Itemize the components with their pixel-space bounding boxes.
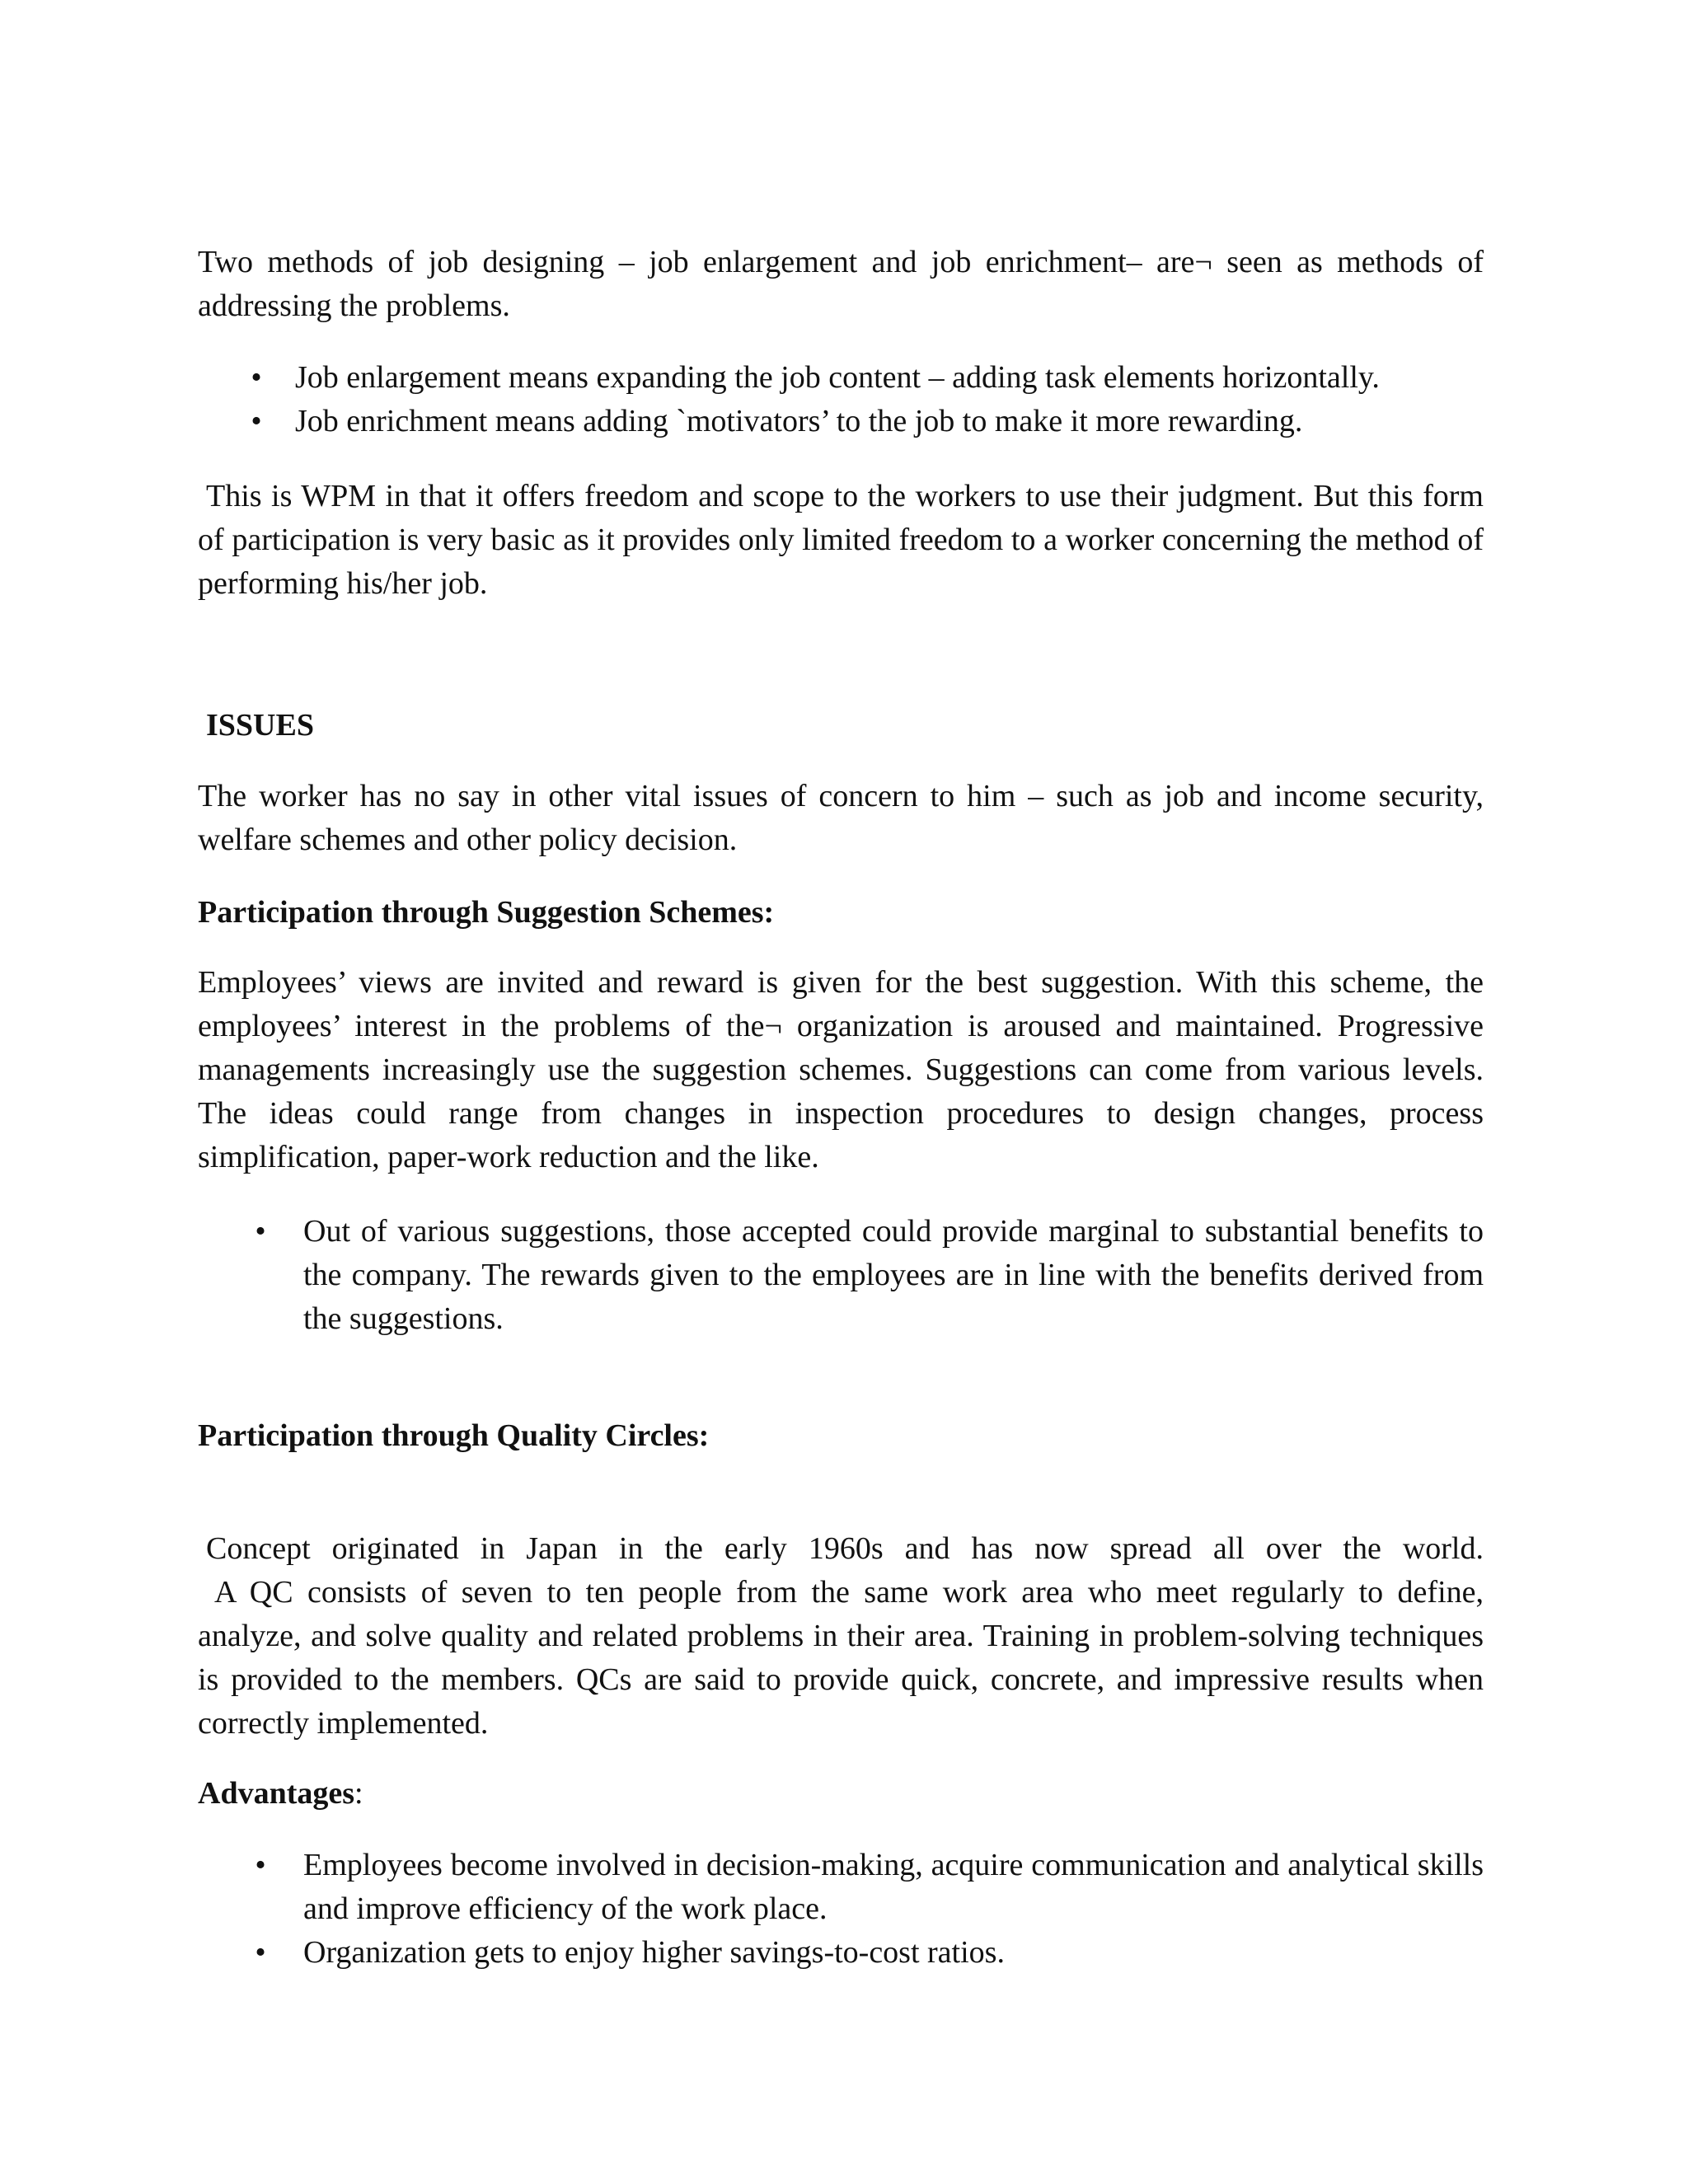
intro-paragraph: Two methods of job designing – job enlargement and job enrichment– are¬ seen as methods of addressing the problems. bbox=[198, 245, 1484, 323]
issues-heading: ISSUES bbox=[206, 708, 314, 743]
wpm-paragraph: This is WPM in that it offers freedom and scope to the workers to use their judgment. But this form of participation is very basic as it provides only limited freedom to a worker concerning the method of performing his/her job. bbox=[198, 479, 1484, 601]
list-item-text: Out of various suggestions, those accepted could provide marginal to substantial benefits to the company. The rewards given to the employees are in line with the benefits derived from the suggestions. bbox=[303, 1214, 1484, 1336]
list-item bbox=[198, 356, 1484, 400]
quality-circles-heading: Participation through Quality Circles: bbox=[198, 1418, 710, 1453]
quality-circles-paragraph bbox=[198, 1527, 1484, 1746]
list-item bbox=[198, 1931, 1484, 1975]
quality-circles-first-line: Concept originated in Japan in the early 1960s and has now spread all over the world. bbox=[206, 1531, 1484, 1566]
issues-paragraph: The worker has no say in other vital issues of concern to him – such as job and income security, welfare schemes and other policy decision. bbox=[198, 779, 1484, 857]
advantages-heading: Advantages bbox=[198, 1776, 355, 1811]
bullet-icon: • bbox=[251, 404, 262, 438]
list-item-text: Organization gets to enjoy higher savings-to-cost ratios. bbox=[303, 1935, 1005, 1970]
bullet-icon: • bbox=[255, 1214, 266, 1249]
suggestion-bullet-list bbox=[198, 1210, 1484, 1341]
suggestion-schemes-paragraph: Employees’ views are invited and reward is given for the best suggestion. With this scheme, the employees’ interest in the problems of the¬ organization is aroused and maintained. Progressive managements increasingly use the suggestion schemes. Suggestions can come from various levels. The ideas could range from changes in inspection procedures to design changes, process simplification, paper-work reduction and the like. bbox=[198, 965, 1484, 1174]
list-item bbox=[198, 1210, 1484, 1341]
quality-circles-body: A QC consists of seven to ten people from the same work area who meet regularly to define, analyze, and solve quality and related problems in their area. Training in problem-solving techniques is provided to the members. QCs are said to provide quick, concrete, and impressive results when correctly implemented. bbox=[198, 1575, 1484, 1741]
bullet-icon: • bbox=[255, 1935, 266, 1970]
list-item-text: Job enlargement means expanding the job content – adding task elements horizontally. bbox=[295, 360, 1380, 395]
list-item-text: Job enrichment means adding `motivators’ to the job to make it more rewarding. bbox=[295, 404, 1303, 438]
bullet-icon: • bbox=[251, 360, 262, 395]
list-item bbox=[198, 1844, 1484, 1931]
advantages-bullet-list bbox=[198, 1844, 1484, 1975]
suggestion-schemes-heading: Participation through Suggestion Schemes: bbox=[198, 895, 775, 930]
advantages-heading-line bbox=[198, 1772, 1484, 1816]
list-item-text: Employees become involved in decision-making, acquire communication and analytical skills and improve efficiency of the work place. bbox=[303, 1848, 1484, 1926]
list-item bbox=[198, 400, 1484, 443]
job-design-bullet-list bbox=[198, 356, 1484, 443]
advantages-heading-colon: : bbox=[354, 1776, 363, 1811]
bullet-icon: • bbox=[255, 1848, 266, 1882]
